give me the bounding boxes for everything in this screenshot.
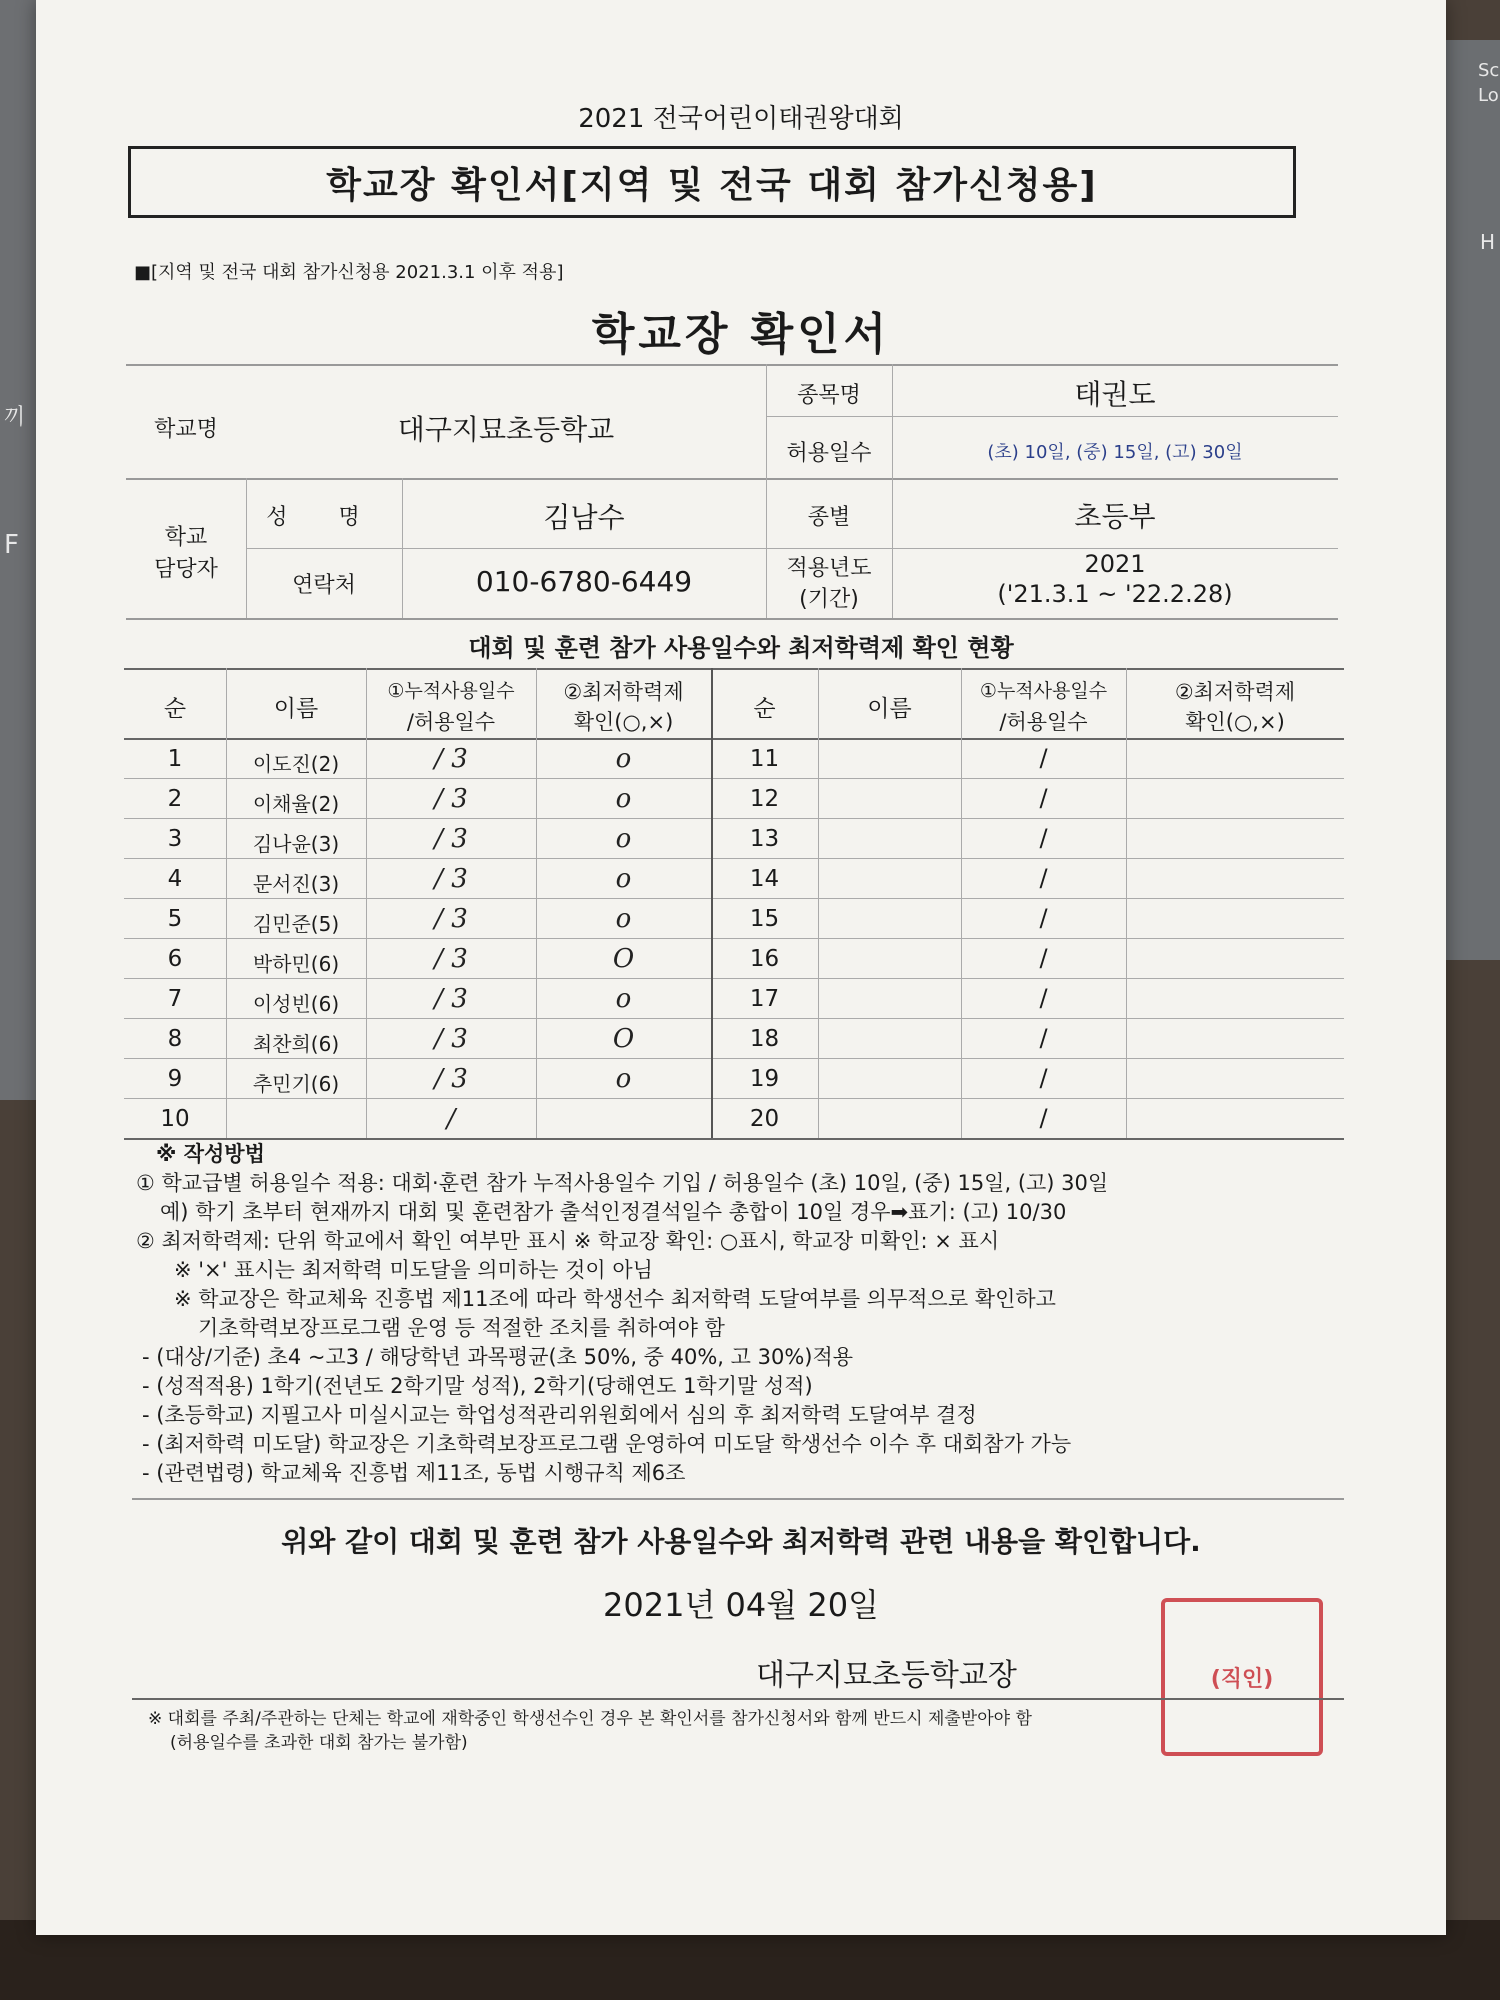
days-used: / 3 [434,1064,468,1094]
days-used: / 3 [434,744,468,774]
min-grade-check: o [615,784,632,814]
keyboard-key-label: 끼 [4,405,26,430]
row-no: 12 [749,786,780,812]
header-days-line1: ①누적사용일수 [979,680,1108,702]
row-no: 10 [160,1106,190,1132]
writing-instructions [136,1140,1376,1488]
allowed-days-value: (초) 10일, (중) 15일, (고) 30일 [987,442,1243,463]
issue-date: 2021년 04월 20일 [603,1586,879,1624]
note-item: - (초등학교) 지필고사 미실시교는 학업성적관리위원회에서 심의 후 최저학력 도달여부 결정 [142,1403,977,1427]
status-table-row-line [124,1018,1344,1019]
status-table-row-line [124,818,1344,819]
status-table-row-line [124,778,1344,779]
header-no: 순 [753,696,776,722]
row-no: 13 [749,826,780,852]
days-used: / [1039,824,1048,852]
note-item: - (관련법령) 학교체육 진흥법 제11조, 동법 시행규칙 제6조 [142,1461,686,1485]
staff-contact-value: 010-6780-6449 [475,565,693,598]
note-item: ② 최저학력제: 단위 학교에서 확인 여부만 표시 ※ 학교장 확인: ○표시, 학교장 미확인: × 표시 [136,1229,1000,1253]
seal-label: (직인) [1210,1666,1274,1692]
status-table-row-line [124,1058,1344,1059]
header-check-line2: 확인(○,×) [573,710,674,734]
student-name: 추민기(6) [252,1072,340,1096]
staff-contact-label: 연락처 [292,573,356,598]
info-table-divider [246,548,1338,549]
footer-border [132,1698,1344,1700]
keyboard-key-label: Lo [1478,85,1499,106]
status-table-row-line [124,898,1344,899]
student-name: 이도진(2) [252,752,340,776]
document-title: 학교장 확인서[지역 및 전국 대회 참가신청용] [128,146,1296,218]
header-no: 순 [163,696,187,722]
status-table-row-line [124,858,1344,859]
min-grade-check: o [615,824,632,854]
min-grade-check: O [612,1024,635,1054]
row-no: 17 [749,986,780,1012]
row-no: 9 [167,1066,183,1092]
division-value: 초등부 [1074,500,1156,533]
min-grade-check: O [612,944,635,974]
event-title: 2021 전국어린이태권왕대회 [578,104,904,134]
student-name: 이성빈(6) [252,992,340,1016]
applicability-note: ■[지역 및 전국 대회 참가신청용 2021.3.1 이후 적용] [134,262,564,283]
note-item: ※ '×' 표시는 최저학력 미도달을 의미하는 것이 아님 [174,1258,653,1282]
info-table-divider [126,478,1338,480]
applicable-year-value: 2021 [1084,550,1146,578]
min-grade-check: o [615,904,632,934]
note-item: - (최저학력 미도달) 학교장은 기초학력보장프로그램 운영하여 미도달 학생선수 이수 후 대회참가 가능 [142,1432,1072,1456]
student-name: 김나윤(3) [252,832,340,856]
min-grade-check: o [615,1064,632,1094]
row-no: 11 [749,746,780,772]
row-no: 4 [167,866,183,892]
days-used: / 3 [434,944,468,974]
info-table-divider [766,416,1338,417]
header-check-line2: 확인(○,×) [1185,710,1285,734]
official-seal [1161,1598,1323,1756]
row-no: 8 [167,1026,183,1052]
row-no: 3 [167,826,183,852]
min-grade-check: o [615,864,632,894]
status-table-header-border [124,738,1344,740]
status-table-row-line [124,938,1344,939]
school-name-label: 학교명 [154,417,218,442]
row-no: 18 [749,1026,780,1052]
row-no: 6 [167,946,183,972]
student-name: 문서진(3) [252,872,340,896]
row-no: 15 [749,906,780,932]
days-used: / [446,1104,456,1134]
days-used: / 3 [434,904,468,934]
staff-label-line1: 학교 [164,525,208,550]
row-no: 7 [167,986,183,1012]
row-no: 2 [167,786,183,812]
staff-label-line2: 담당자 [154,557,218,582]
event-type-value: 태권도 [1074,378,1156,411]
row-no: 5 [167,906,183,932]
certificate-document [36,0,1446,1935]
staff-name-label: 성 명 [266,505,382,530]
row-no: 20 [749,1106,780,1132]
days-used: / [1039,944,1048,972]
status-table-top-border [124,668,1344,670]
header-days-line2: /허용일수 [999,710,1088,734]
note-item: - (대상/기준) 초4 ~고3 / 해당학년 과목평균(초 50%, 중 40%, 고 30%)적용 [142,1345,854,1369]
keyboard-key-label: F [4,530,19,560]
status-table-row-line [124,978,1344,979]
days-used: / [1039,744,1048,772]
allowed-days-label: 허용일수 [786,441,872,466]
days-used: / 3 [434,824,468,854]
header-days-line1: ①누적사용일수 [387,680,515,702]
confirmation-statement: 위와 같이 대회 및 훈련 참가 사용일수와 최저학력 관련 내용을 확인합니다. [281,1525,1201,1558]
days-used: / 3 [434,984,468,1014]
note-item: ① 학교급별 허용일수 적용: 대회·훈련 참가 누적사용일수 기입 / 허용일수 (초) 10일, (중) 15일, (고) 30일 [136,1171,1109,1195]
applicable-period-value: ('21.3.1 ~ '22.2.28) [997,580,1233,608]
days-used: / [1039,1024,1048,1052]
note-item: 예) 학기 초부터 현재까지 대회 및 훈련참가 출석인정결석일수 총합이 10일 경우➡표기: (고) 10/30 [160,1200,1067,1224]
note-item: 기초학력보장프로그램 운영 등 적절한 조치를 취하여야 함 [198,1316,725,1340]
days-used: / 3 [434,784,468,814]
applicable-period-label: (기간) [799,587,859,612]
days-used: / [1039,1064,1048,1092]
status-table-column-line [1126,668,1127,1138]
principal-title: 대구지묘초등학교장 [756,1658,1017,1693]
footer-note-2: (허용일수를 초과한 대회 참가는 불가함) [170,1733,468,1753]
footer-note: ※ 대회를 주최/주관하는 단체는 학교에 재학중인 학생선수인 경우 본 확인서를 참가신청서와 함께 반드시 제출받아야 함 [148,1709,1032,1729]
info-table-bottom-border [126,618,1338,620]
applicable-year-label: 적용년도 [786,556,872,581]
staff-name-value: 김남수 [543,501,625,534]
days-used: / [1039,904,1048,932]
division-label: 종별 [807,505,851,530]
note-item: - (성적적용) 1학기(전년도 2학기말 성적), 2학기(당해연도 1학기말 성적) [142,1374,813,1398]
days-used: / [1039,1104,1048,1132]
days-used: / 3 [434,1024,468,1054]
min-grade-check: o [615,984,632,1014]
student-name: 김민준(5) [252,912,340,936]
header-days-line2: /허용일수 [406,710,496,734]
header-name: 이름 [273,696,319,722]
student-name: 이채율(2) [252,792,340,816]
event-type-label: 종목명 [797,383,861,408]
status-table-row-line [124,1098,1344,1099]
form-title: 학교장 확인서 [591,309,891,360]
info-table-top-border [126,364,1338,366]
header-check-line1: ②최저학력제 [563,680,684,704]
min-grade-check: o [615,744,632,774]
row-no: 19 [749,1066,780,1092]
header-check-line1: ②최저학력제 [1174,680,1296,704]
row-no: 1 [167,746,183,772]
status-table-column-line [818,668,819,1138]
student-name: 최찬희(6) [252,1032,340,1056]
school-name-value: 대구지묘초등학교 [397,413,615,446]
student-name: 박하민(6) [252,952,340,976]
days-used: / [1039,984,1048,1012]
notes-bottom-border [132,1498,1344,1500]
row-no: 14 [749,866,780,892]
days-used: / [1039,864,1048,892]
days-used: / 3 [434,864,468,894]
note-item: ※ 학교장은 학교체육 진흥법 제11조에 따라 학생선수 최저학력 도달여부를 의무적으로 확인하고 [174,1287,1056,1311]
keyboard-key-label: Sc [1478,60,1500,81]
status-table-title: 대회 및 훈련 참가 사용일수와 최저학력제 확인 현황 [468,634,1014,662]
keyboard-key-label: H [1480,230,1496,254]
notes-heading: ※ 작성방법 [156,1142,265,1166]
header-name: 이름 [867,696,912,722]
days-used: / [1039,784,1048,812]
row-no: 16 [749,946,780,972]
